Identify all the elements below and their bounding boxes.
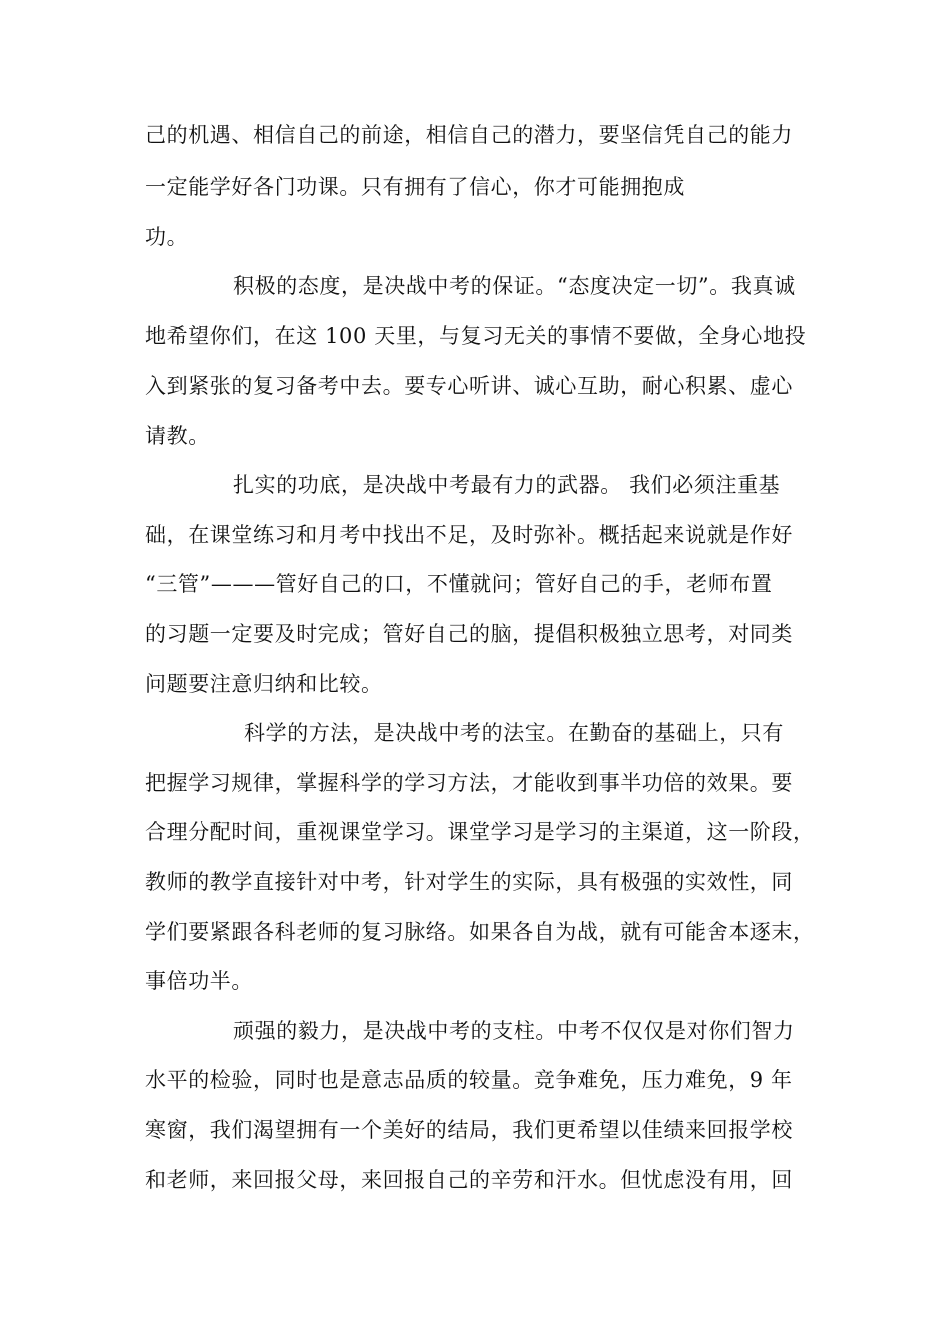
- text-line: 础，在课堂练习和月考中找出不足，及时弥补。概括起来说就是作好: [145, 523, 793, 547]
- text-line: 请教。: [145, 424, 210, 448]
- text-line: 地希望你们，在这 100 天里，与复习无关的事情不要做，全身心地投: [145, 324, 807, 348]
- paragraph-first-line: 扎实的功底，是决战中考最有力的武器。 我们必须注重基: [233, 473, 781, 497]
- paragraph-first-line: 顽强的毅力，是决战中考的支柱。中考不仅仅是对你们智力: [233, 1019, 795, 1043]
- text-line: 学们要紧跟各科老师的复习脉络。如果各自为战，就有可能舍本逐末，: [145, 920, 815, 944]
- text-line: 问题要注意归纳和比较。: [145, 672, 383, 696]
- text-line: 教师的教学直接针对中考，针对学生的实际，具有极强的实效性，同: [145, 870, 793, 894]
- text-line: 己的机遇、相信自己的前途，相信自己的潜力，要坚信凭自己的能力: [145, 123, 793, 147]
- text-line: 一定能学好各门功课。只有拥有了信心，你才可能拥抱成: [145, 175, 685, 199]
- text-line: 把握学习规律，掌握科学的学习方法，才能收到事半功倍的效果。要: [145, 771, 793, 795]
- text-line: 的习题一定要及时完成；管好自己的脑，提倡积极独立思考，对同类: [145, 622, 793, 646]
- paragraph-first-line: 积极的态度，是决战中考的保证。“态度决定一切”。我真诚: [233, 274, 796, 298]
- text-line: “三管”———管好自己的口，不懂就问；管好自己的手，老师布置: [145, 572, 773, 596]
- paragraph-first-line: 科学的方法，是决战中考的法宝。在勤奋的基础上，只有: [244, 721, 784, 745]
- text-line: 合理分配时间，重视课堂学习。课堂学习是学习的主渠道，这一阶段，: [145, 820, 815, 844]
- text-line: 和老师，来回报父母，来回报自己的辛劳和汗水。但忧虑没有用，回: [145, 1168, 793, 1192]
- text-line: 寒窗，我们渴望拥有一个美好的结局，我们更希望以佳绩来回报学校: [145, 1118, 793, 1142]
- text-line: 入到紧张的复习备考中去。要专心听讲、诚心互助，耐心积累、虚心: [145, 374, 793, 398]
- text-line: 水平的检验，同时也是意志品质的较量。竞争难免，压力难免，9 年: [145, 1068, 793, 1092]
- text-line: 事倍功半。: [145, 969, 253, 993]
- text-line: 功。: [145, 225, 189, 249]
